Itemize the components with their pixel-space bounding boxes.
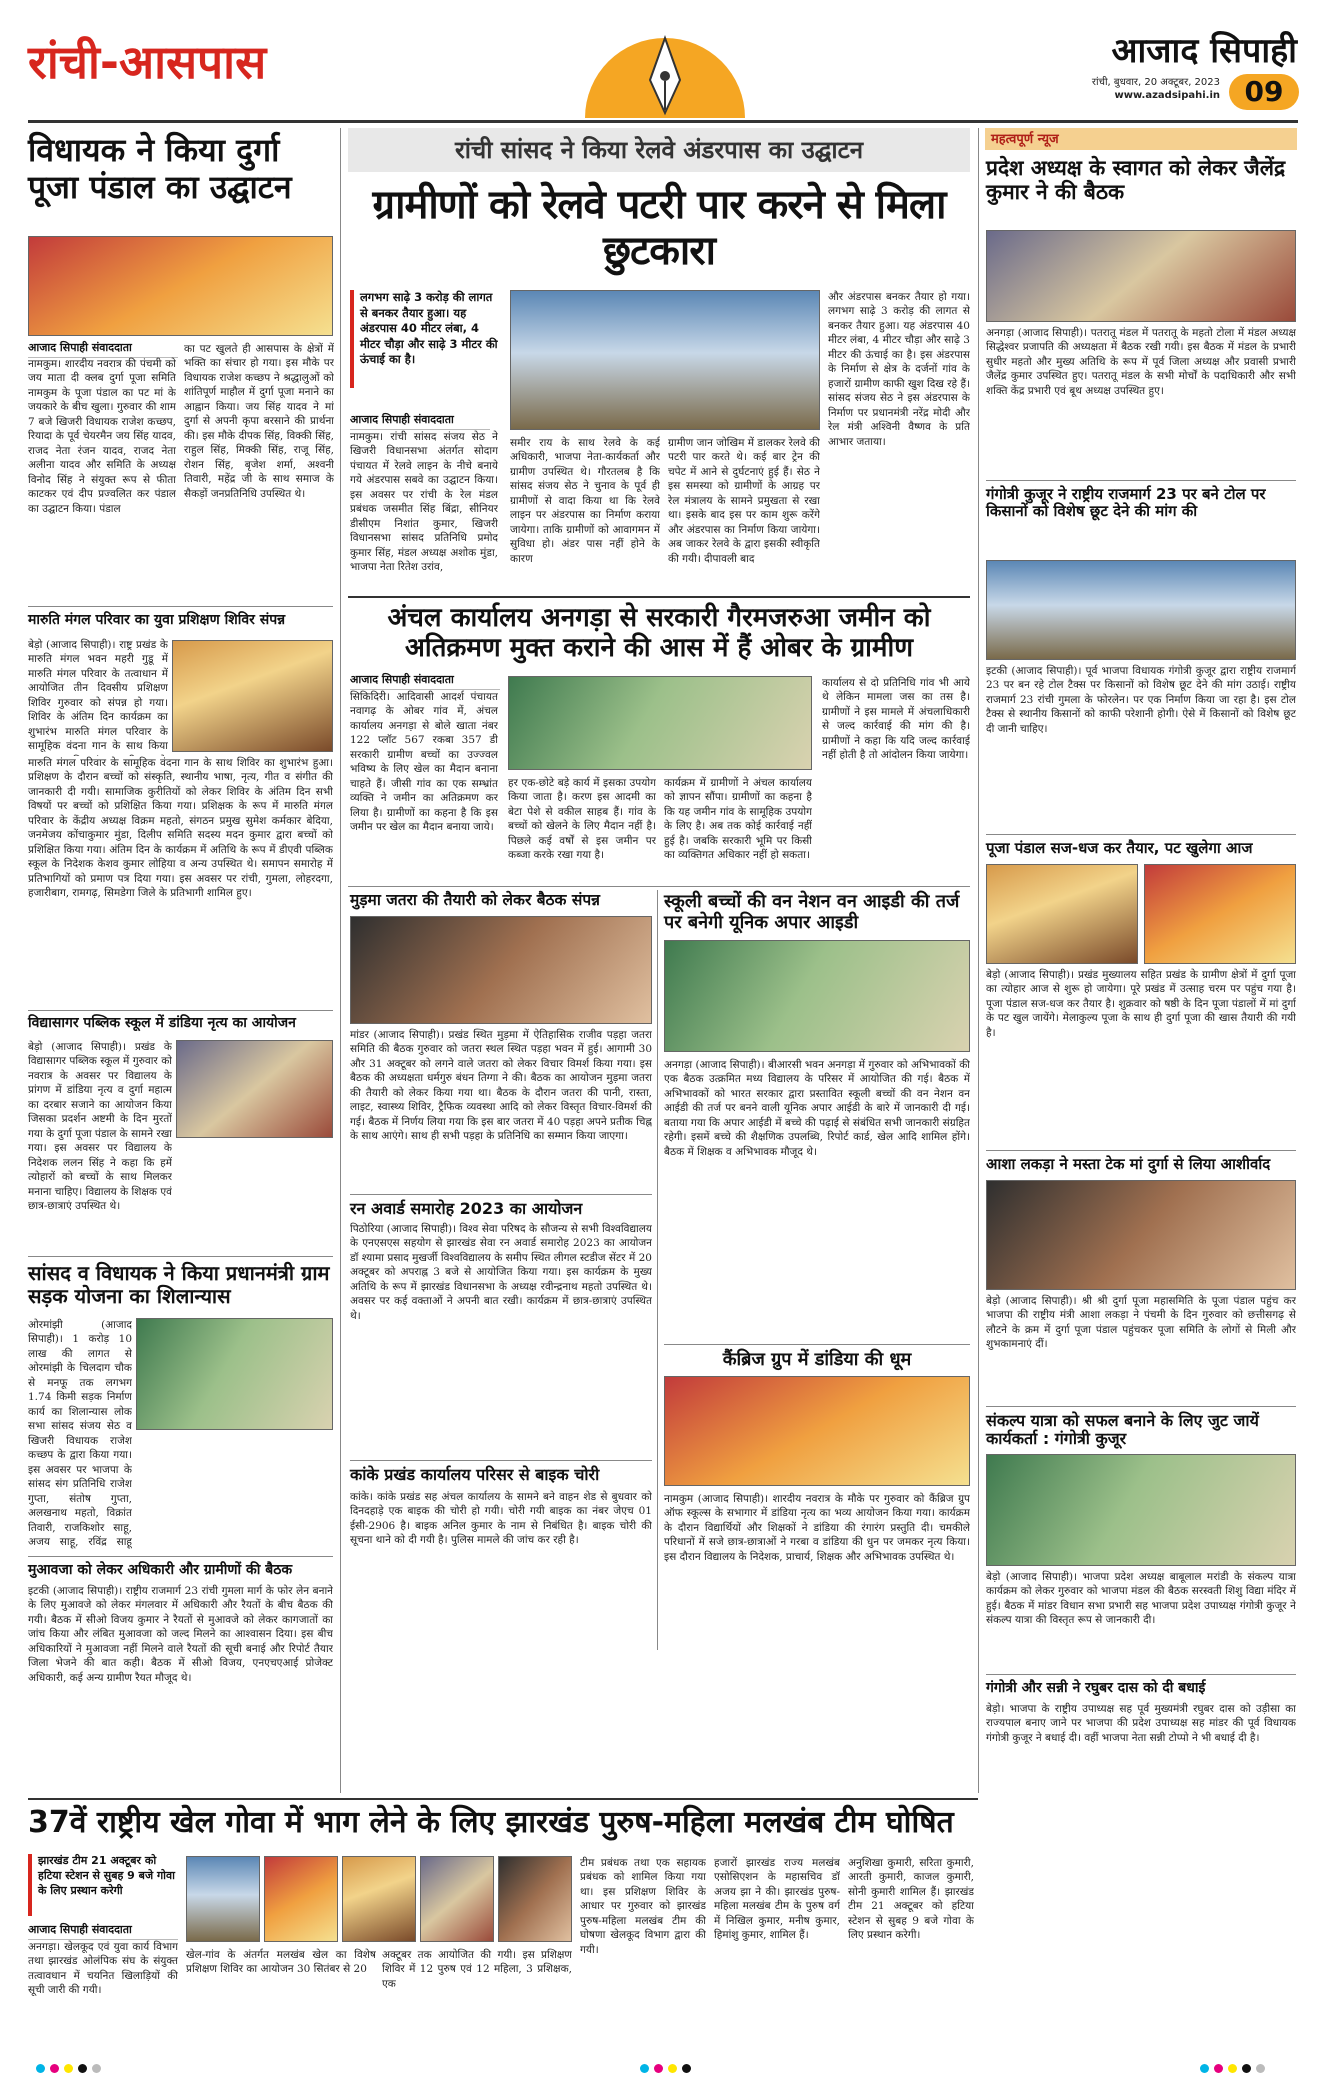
player-photo — [498, 1856, 572, 1942]
masthead — [0, 0, 1325, 122]
story-body: कांके। कांके प्रखंड सह अंचल कार्यालय के सामने बने वाहन शेड से बुधवार को दिनदहाड़े एक बाइक की चोरी हो गयी। चोरी गयी बाइक का नंबर जेएच 01 ईसी-2906 है। बाइक अनिल कुमार के नाम से निबंधित है। बाइक चोरी की सूचना थाने को दी गयी है। पुलिस मामले की जांच कर रही है। — [350, 1491, 652, 1547]
sidebar-body: बेड़ो (आजाद सिपाही)। भाजपा प्रदेश अध्यक्ष बाबूलाल मरांडी के संकल्प यात्रा कार्यक्रम को लेकर गुरुवार को भाजपा मंडल की बैठक सरस्वती शिशु विद्या मंदिर में हुई। बैठक में मांडर विधान सभा प्रभारी सह भाजपा प्रदेश उपाध्यक्ष गंगोत्री कुजूर ने संकल्प यात्रा की विस्तृत रूप से जानकारी दी। — [986, 1571, 1296, 1627]
story-headline: कांके प्रखंड कार्यालय परिसर से बाइक चोरी — [350, 1465, 600, 1484]
story-headline: मारुति मंगल परिवार का युवा प्रशिक्षण शिविर संपन्न — [28, 612, 286, 628]
lead-photo — [510, 290, 820, 430]
pen-nib-logo-icon — [580, 18, 750, 118]
player-photo — [342, 1856, 416, 1942]
divider — [986, 834, 1296, 835]
website: www.azadsipahi.in — [1114, 90, 1220, 101]
story-body: बेड़ो (आजाद सिपाही)। राष्ट्र प्रखंड के मारुति मंगल भवन महरी गुडू में मारुति मंगल परिवार के तत्वाधान में आयोजित तीन दिवसीय प्रशिक्षण शिविर गुरुवार को संपन्न हो गया। शिविर के अंतिम दिन कार्यक्रम का शुभारंभ मारुति मंगल परिवार के सामूहिक वंदना गान के साथ किया — [28, 639, 168, 753]
divider — [986, 480, 1296, 481]
sidebar-headline: संकल्प यात्रा को सफल बनाने के लिए जुट जायें कार्यकर्ता : गंगोत्री कुजूर — [986, 1411, 1259, 1449]
sidebar-body: इटकी (आजाद सिपाही)। पूर्व भाजपा विधायक गंगोत्री कुजूर द्वारा राष्ट्रीय राजमार्ग 23 पर बन रहे टोल टैक्स पर किसानों को विशेष छूट देने की मांग उठाई। राष्ट्रीय राजमार्ग 23 रांची गुमला के फोरलेन। पर एक निर्माण किया जा रहा है। इस टोल टैक्स से स्थानीय किसानों को काफी परेशानी होगी। ऐसे में किसानों को विशेष छूट दी जानी चाहिए। — [986, 665, 1296, 735]
bottom-body: टीम प्रबंधक तथा एक सहायक प्रबंधक को शामिल किया गया था। इस प्रशिक्षण शिविर के आधार पर गुरुवार को झारखंड पुरुष-महिला मलखंब टीम की घोषणा खेलकूद विभाग द्वारा की गयी। — [580, 1857, 706, 1956]
divider — [986, 1150, 1296, 1151]
divider — [28, 1010, 333, 1011]
story-body: बेड़ो (आजाद सिपाही)। प्रखंड के विद्यासागर पब्लिक स्कूल में गुरुवार को नवरात्र के अवसर पर विद्यालय के प्रांगण में डांडिया नृत्य व दुर्गा महात्म का दरबार सजाने का आयोजन किया जिसका प्रदर्शन अष्टमी के दिन मुरतों गया के दुर्गा पूजा पंडाल के सामने रखा गया। इस अवसर पर विद्यालय के निदेशक ललन सिंह ने कहा कि हमें त्योहारों को बच्चों के साथ मिलकर मनाना चाहिए। विद्यालय के शिक्षक एवं छात्र-छात्राएं उपस्थित थे। — [28, 1041, 172, 1213]
story-headline: कैंब्रिज ग्रुप में डांडिया की धूम — [722, 1349, 912, 1370]
pullquote-box — [350, 290, 500, 388]
bottom-body: अनुशिखा कुमारी, सरिता कुमारी, आरती कुमारी, काजल कुमारी, सोनी कुमारी शामिल हैं। झारखंड टीम 21 अक्टूबर को हटिया स्टेशन से सुबह 9 बजे गोवा के लिए प्रस्थान करेगी। — [848, 1857, 974, 1942]
divider — [28, 1556, 333, 1557]
divider — [350, 1194, 652, 1195]
bottom-pullquote-box — [28, 1854, 178, 1916]
sidebar-headline: आशा लकड़ा ने मस्ता टेक मां दुर्गा से लिया आशीर्वाद — [986, 1155, 1271, 1173]
byline: आजाद सिपाही संवाददाता — [28, 340, 178, 358]
story-photo — [176, 1040, 333, 1138]
masthead-rule — [28, 120, 1298, 123]
divider — [986, 1406, 1296, 1407]
byline: आजाद सिपाही संवाददाता — [350, 672, 500, 690]
sidebar-photo — [986, 230, 1296, 322]
color-registration-dots — [36, 2058, 106, 2077]
sidebar-headline: पूजा पंडाल सज-धज कर तैयार, पट खुलेगा आज — [986, 839, 1253, 857]
sidebar-photo — [986, 560, 1296, 660]
lead-body: समीर राय के साथ रेलवे के कई अधिकारी, भाजपा नेता-कार्यकर्ता और ग्रामीण उपस्थित थे। गौरतलब है कि सांसद संजय सेठ ने चुनाव के पूर्व ही ग्रामीणों से वादा किया था कि रेलवे लाइन पर अंडरपास का निर्माण कराया जायेगा। ताकि ग्रामीणों को आवागमन में सुविधा हो। अंडर पास नहीं होने के कारण — [510, 437, 660, 565]
story-body: सिकिदिरी। आदिवासी आदर्श पंचायत नवागढ़ के ओबर गांव में, अंचल कार्यालय अनगड़ा से बोले खाता नंबर 122 प्लॉट 567 रकबा 357 डी सरकारी ग्रामीण बच्चों का उज्ज्वल भविष्य के लिए खेल का मैदान बनाना चाहते हैं। जीसी गांव का एक सम्भ्रांत व्यक्ति ने जमीन का अतिक्रमण कर लिया है। ग्रामीणों का कहना है कि इस जमीन पर खेल का मैदान बनाया जाये। — [350, 691, 498, 834]
story-photo — [136, 1318, 333, 1430]
byline: आजाद सिपाही संवाददाता — [28, 1922, 178, 1940]
lead-body: नामकुम। रांची सांसद संजय सेठ ने खिजरी विधानसभा अंतर्गत सोदाग पंचायत में रेलवे लाइन के नीचे बनाये गये अंडरपास सबवे का उद्घाटन किया। इस अवसर पर रांची के रेल मंडल प्रबंधक जसमीत सिंह बिंद्रा, सीनियर डीसीएम निशांत कुमार, खिजरी विधानसभा सांसद प्रतिनिधि प्रमोद कुमार सिंह, मंडल अध्यक्ष अशोक मुंडा, भाजपा नेता रितेश उरांव, — [350, 431, 498, 574]
sidebar-body: अनगड़ा (आजाद सिपाही)। पतरातू मंडल में पतरातू के महतो टोला में मंडल अध्यक्ष सिद्धेश्वर प्रजापति की अध्यक्षता में बैठक रखी गयी। इस बैठक में मंडल के प्रभारी सुधीर महतो और मुख्य अतिथि के रूप में पूर्व जिला अध्यक्ष और प्रवासी प्रभारी जैलेंद्र कुमार उपस्थित हुए। पतरातू मंडल के सभी मोर्चों के पदाधिकारी और सभी शक्ति केंद्र प्रभारी एवं बूथ अध्यक्ष उपस्थित हुए। — [986, 327, 1296, 397]
color-registration-dots — [1200, 2058, 1270, 2077]
story-photo — [664, 1376, 970, 1486]
story-headline: स्कूली बच्चों की वन नेशन वन आइडी की तर्ज पर बनेगी यूनिक अपार आइडी — [664, 891, 960, 933]
divider — [350, 1460, 652, 1461]
divider — [28, 1256, 333, 1257]
story-photo — [664, 940, 970, 1052]
divider — [664, 1344, 970, 1345]
sidebar-body: बेड़ो। भाजपा के राष्ट्रीय उपाध्यक्ष सह पूर्व मुख्यमंत्री रघुबर दास को उड़ीसा का राज्यपाल बनाए जाने पर भाजपा की प्रदेश उपाध्यक्ष सह मांडर की पूर्व विधायक गंगोत्री कुजूर ने बधाई दी। वहीं भाजपा नेता सन्नी टोप्पो ने भी बधाई दी है। — [986, 1703, 1296, 1744]
bottom-body: हजारों झारखंड राज्य मलखंब एसोसिएशन के महासचिव डॉ अजय झा ने की। झारखंड पुरुष-महिला मलखंब टीम के पुरुष वर्ग में निखिल कुमार, मनीष कुमार, हिमांशु कुमार, शामिल हैं। — [714, 1857, 840, 1942]
sidebar-headline: प्रदेश अध्यक्ष के स्वागत को लेकर जैलेंद्र कुमार ने की बैठक — [986, 156, 1286, 205]
player-photo — [264, 1856, 338, 1942]
page-number: 09 — [1229, 74, 1299, 110]
story-body-cont: मारुति मंगल परिवार के सामूहिक वंदना गान के साथ शिविर का शुभारंभ हुआ। प्रशिक्षण के दौरान बच्चों को संस्कृति, स्थानीय भाषा, नृत्य, गीत व संगीत की जानकारी दी गयी। सामाजिक कुरीतियों को लेकर शिविर के अंतिम दिन सभी विषयों पर बच्चों को प्रशिक्षित किया गया। प्रशिक्षक के रूप में मारुति मंगल परिवार के केंद्रीय अध्यक्ष विक्रम महतो, संगठन प्रमुख सुमेश कर्मकार बेदिया, जनमेजय कोंचाकुमार मुंडा, दिलीप समिति सदस्य मदन कुमार द्वारा बच्चों को प्रशिक्षित किया गया। अंतिम दिन के कार्यक्रम में अतिथि के रूप में डीएवी पब्लिक स्कूल के निदेशक केशव कुमार लोहिया व अन्य उपस्थित थे। समापन समारोह में प्रतिभागियों को प्रमाण पत्र दिया गया। इस अवसर पर रांची, गुमला, लोहरदगा, हजारीबाग, रामगढ़, सिमडेगा जिले के प्रतिभागी शामिल हुए। — [28, 757, 333, 900]
dateline: रांची, बुधवार, 20 अक्टूबर, 2023 — [1091, 77, 1220, 88]
story-body: नामकुम (आजाद सिपाही)। शारदीय नवरात्र के मौके पर गुरुवार को कैंब्रिज ग्रुप ऑफ स्कूल्स के सभागार में डांडिया नृत्य का भव्य आयोजन किया गया। कार्यक्रम के दौरान विद्यार्थियों और शिक्षकों ने डांडिया की रंगारंग प्रस्तुति दी। चमकीले परिधानों में सजे छात्र-छात्राओं ने गरबा व डांडिया की धुन पर जमकर नृत्य किया। इस दौरान विद्यालय के निदेशक, प्राचार्य, शिक्षक और अभिभावक उपस्थित थे। — [664, 1493, 970, 1563]
bottom-headline: 37वें राष्ट्रीय खेल गोवा में भाग लेने के लिए झारखंड पुरुष-महिला मलखंब टीम घोषित — [28, 1805, 954, 1840]
sidebar-body: बेड़ो (आजाद सिपाही)। प्रखंड मुख्यालय सहित प्रखंड के ग्रामीण क्षेत्रों में दुर्गा पूजा का त्योहार आज से शुरू हो जायेगा। पूरे प्रखंड में उत्साह चरम पर पहुंच गया है। पूजा पंडाल सज-धज कर तैयार है। शुक्रवार को षष्ठी के दिन पूजा पंडालों में मां दुर्गा के पट खुल जायेंगे। मेलाकुल्य पूजा के साथ ही दुर्गा पूजा की खास तैयारी की गयी है। — [986, 969, 1296, 1039]
sidebar-photo — [986, 1180, 1296, 1290]
story-body: इटकी (आजाद सिपाही)। राष्ट्रीय राजमार्ग 23 रांची गुमला मार्ग के फोर लेन बनाने के लिए मुआवजे को लेकर मंगलवार में अधिकारी और रैयतों के बीच बैठक की गयी। बैठक में सीओ विजय कुमार ने रैयतों से मुआवजे को लेकर कागजातों का जांच किया और लंबित मुआवजा को जल्द मिलने का आश्वासन दिया। इस बीच अधिकारियों ने मुआवजा नहीं मिलने वाले रैयतों की सूची बनाई और रिपोर्ट तैयार जिला भेजने की बात कही। बैठक में सीओ विजय, एनएचएआई प्रोजेक्ट अधिकारी, कई अन्य ग्रामीण रैयत मौजूद थे। — [28, 1585, 333, 1684]
divider — [348, 596, 970, 598]
story-body: अनगड़ा (आजाद सिपाही)। बीआरसी भवन अनगड़ा में गुरुवार को अभिभावकों की एक बैठक उत्क्रमित मध्य विद्यालय के परिसर में आयोजित की गई। बैठक में अभिभावकों को भारत सरकार द्वारा प्रस्तावित स्कूली बच्चों की वन नेशन वन आईडी की तर्ज पर बनने वाली यूनिक अपार आईडी के बारे में जानकारी दी गई। बताया गया कि अपार आईडी में बच्चे की पढ़ाई से संबंधित सभी जानकारी संग्रहित रहेगी। इसमें बच्चे की शैक्षणिक उपलब्धि, रिपोर्ट कार्ड, खेल आदि शामिल होंगे। बैठक में शिक्षक व अभिभावक मौजूद थे। — [664, 1059, 970, 1158]
lead-body: और अंडरपास बनकर तैयार हो गया। लगभग साढ़े 3 करोड़ की लागत से बनकर तैयार हुआ। यह अंडरपास 40 मीटर लंबा, 4 मीटर चौड़ा और साढ़े 3 मीटर की ऊंचाई का है। इस अंडरपास के निर्माण से क्षेत्र के दर्जनों गांव के हजारों ग्रामीण काफी खुश दिख रहे हैं। सांसद संजय सेठ ने इस अंडरपास के निर्माण पर प्रधानमंत्री नरेंद्र मोदी और रेल मंत्री अश्विनी वैष्णव के प्रति आभार जताया। — [828, 291, 970, 448]
story-body: कार्यक्रम में ग्रामीणों ने अंचल कार्यालय को ज्ञापन सौंपा। ग्रामीणों का कहना है कि यह जमीन गांव के सामूहिक उपयोग के लिए है। अब तक कोई कार्रवाई नहीं हुई है। जबकि सरकारी भूमि पर किसी का व्यक्तिगत अधिकार नहीं हो सकता। — [664, 777, 812, 862]
sidebar-headline: गंगोत्री कुजूर ने राष्ट्रीय राजमार्ग 23 पर बने टोल पर किसानों को विशेष छूट देने की मांग की — [986, 485, 1266, 521]
bottom-body: अनगड़ा। खेलकूद एवं युवा कार्य विभाग तथा झारखंड ओलंपिक संघ के संयुक्त तत्वावधान में चयनित खिलाड़ियों की सूची जारी की गयी। — [28, 1941, 178, 1997]
divider — [978, 128, 979, 1793]
story-headline: मुड़मा जतरा की तैयारी को लेकर बैठक संपन्न — [350, 891, 600, 909]
divider — [986, 1674, 1296, 1675]
story-headline: सांसद व विधायक ने किया प्रधानमंत्री ग्राम सड़क योजना का शिलान्यास — [28, 1261, 330, 1308]
player-photo — [186, 1856, 260, 1942]
lead-kicker: रांची सांसद ने किया रेलवे अंडरपास का उद्घाटन — [454, 136, 864, 164]
paper-name: आजाद सिपाही — [1111, 31, 1297, 71]
lead-headline: ग्रामीणों को रेलवे पटरी पार करने से मिला छुटकारा — [372, 182, 946, 274]
player-photo — [420, 1856, 494, 1942]
color-registration-dots — [640, 2058, 696, 2077]
section-title: रांची-आसपास — [28, 35, 267, 89]
story-body: मांडर (आजाद सिपाही)। प्रखंड स्थित मुड़मा में ऐतिहासिक राजीव पड़हा जतरा समिति की बैठक गुरुवार को जतरा स्थल स्थित पड़हा भवन में हुई। आगामी 30 और 31 अक्टूबर को लगने वाले जतरा को लेकर विचार विमर्श किया गया। इस बैठक की अध्यक्षता धर्मगुरु बंधन तिग्गा ने की। बैठक का आयोजन मुड़मा जतरा की तैयारी को लेकर किया गया था। बैठक के दौरान जतरा की पानी, रास्ता, लाइट, स्वास्थ्य शिविर, ट्रैफिक व्यवस्था आदि को लेकर विस्तृत विचार-विमर्श की गई। बैठक में निर्णय लिया गया कि इस बार जतरा में 40 पड़हा अपने प्रतीक चिह्न के साथ आएंगे। साथ ही सभी पड़हा के प्रतिनिधि का सम्मान किया जाएगा। — [350, 1029, 652, 1143]
bottom-pullquote: झारखंड टीम 21 अक्टूबर को हटिया स्टेशन से सुबह 9 बजे गोवा के लिए प्रस्थान करेगी — [38, 1854, 175, 1897]
story-headline: रन अवार्ड समारोह 2023 का आयोजन — [350, 1199, 583, 1218]
story-body: ओरमांझी (आजाद सिपाही)। 1 करोड़ 10 लाख की लागत से ओरमांझी के चिलदाग चौक से मनफू तक लगभग 1.74 किमी सड़क निर्माण कार्य का शिलान्यास लोक सभा सांसद संजय सेठ व खिजरी विधायक राजेश कच्छप के द्वारा किया गया। इस अवसर पर भाजपा के सांसद संग प्रतिनिधि राजेश गुप्ता, संतोष गुप्ता, अलखनाथ महतो, विक्रांत तिवारी, राजकिशोर साहू, अजय साहू, रविंद्र साहू — [28, 1319, 132, 1549]
story-photo — [350, 916, 652, 1024]
story-body: का पट खुलते ही आसपास के क्षेत्रों में भक्ति का संचार हो गया। इस मौके पर विधायक राजेश कच्छप ने श्रद्धालुओं को शांतिपूर्ण माहौल में दुर्गा पूजा मनाने का आह्वान किया। जय सिंह यादव ने मां दुर्गा से अपनी कृपा बरसाने की प्रार्थना की। इस मौके दीपक सिंह, विक्की सिंह, राहुल सिंह, मिक्की सिंह, राजू सिंह, रोशन सिंह, बृजेश शर्मा, अश्वनी तिवारी, महेंद्र जी के साथ समाज के सैकड़ों जनप्रतिनिधि उपस्थित थे। — [184, 343, 334, 500]
divider — [657, 890, 658, 1650]
divider — [28, 1798, 978, 1800]
sidebar-label-bar — [985, 128, 1297, 150]
divider — [348, 886, 970, 887]
pullquote: लगभग साढ़े 3 करोड़ की लागत से बनकर तैयार हुआ। यह अंडरपास 40 मीटर लंबा, 4 मीटर चौड़ा और साढ़े 3 मीटर की ऊंचाई का है। — [360, 290, 498, 367]
divider — [340, 128, 341, 1793]
sidebar-photo — [986, 864, 1138, 964]
story-headline: मुआवजा को लेकर अधिकारी और ग्रामीणों की बैठक — [28, 1562, 293, 1578]
story-body: नामकुम। शारदीय नवरात्र की पंचमी को जय माता दी क्लब दुर्गा पूजा समिति नामकुम के पूजा पंडाल का पट मां के जयकारे के बीच खुला। गुरुवार की शाम 7 बजे खिजरी विधायक राजेश कच्छप, रियादा के पूर्व चेयरमैन जय सिंह यादव, राजद नेता रंजन यादव, राजद नेता अलीना यादव और समिति के अध्यक्ष विनोद सिंह ने संयुक्त रूप से फीता काटकर एवं दीप प्रज्वलित कर पंडाल का उद्घाटन किया। पंडाल — [28, 358, 176, 515]
sidebar-headline: गंगोत्री और सन्नी ने रघुबर दास को दी बधाई — [986, 1680, 1206, 1696]
story-photo — [508, 676, 812, 770]
byline: आजाद सिपाही संवाददाता — [350, 412, 490, 430]
story-headline: विधायक ने किया दुर्गा पूजा पंडाल का उद्घाटन — [28, 131, 292, 206]
story-body: हर एक-छोटे बड़े कार्य में इसका उपयोग किया जाता है। करण इस आदमी का बेटा पेशे से वकील साहब हैं। गांव के बच्चों को खेलने के लिए मैदान नहीं है। पिछले कई वर्षों से इस जमीन पर कब्जा करके रखा गया है। — [508, 777, 656, 862]
story-body: पिठोरिया (आजाद सिपाही)। विश्व सेवा परिषद के सौजन्य से सभी विश्वविद्यालय के एनएसएस सहयोग से झारखंड सेवा रन अवार्ड समारोह 2023 का आयोजन डॉ श्यामा प्रसाद मुखर्जी विश्वविद्यालय के समीप स्थित लीगल स्टडीज सेंटर में 20 अक्टूबर को अपराह्न 3 बजे से आयोजित किया गया। इस कार्यक्रम के मुख्य अतिथि के रूप में झारखंड विधानसभा के अध्यक्ष रवीन्द्रनाथ महतो उपस्थित थे। अवसर पर कई वक्ताओं ने अपनी बात रखी। कार्यक्रम में छात्र-छात्राएं उपस्थित थे। — [350, 1223, 652, 1322]
story-headline: विद्यासागर पब्लिक स्कूल में डांडिया नृत्य का आयोजन — [28, 1015, 296, 1031]
sidebar-label: महत्वपूर्ण न्यूज — [991, 132, 1059, 147]
sidebar-body: बेड़ो (आजाद सिपाही)। श्री श्री दुर्गा पूजा महासमिति के पूजा पंडाल पहुंच कर भाजपा की राष्ट्रीय मंत्री आशा लकड़ा ने पंचमी के दिन गुरुवार को छत्तीसगढ़ से लौटने के क्रम में दुर्गा पूजा पंडाल पहुंचकर पूजा समिति के लोगों से मिली और शुभकामनाएं दीं। — [986, 1295, 1296, 1351]
story-photo — [172, 640, 333, 752]
photo-caption: खेल-गांव के अंतर्गत मलखंब खेल का विशेष प्रशिक्षण शिविर का आयोजन 30 सितंबर से 20 — [186, 1949, 376, 1976]
sidebar-photo — [1144, 864, 1296, 964]
divider — [28, 606, 333, 607]
sidebar-photo — [986, 1454, 1296, 1566]
story-headline: अंचल कार्यालय अनगड़ा से सरकारी गैरमजरुआ जमीन को अतिक्रमण मुक्त कराने की आस में हैं ओबर के ग्रामीण — [387, 603, 931, 663]
photo-caption: अक्टूबर तक आयोजित की गयी। इस प्रशिक्षण शिविर में 12 पुरुष एवं 12 महिला, 3 प्रशिक्षक, एक — [382, 1949, 572, 1990]
lead-body: ग्रामीण जान जोखिम में डालकर रेलवे की पटरी पार करते थे। कई बार ट्रेन की चपेट में आने से दुर्घटनाएं हुई हैं। सेठ ने इस समस्या को ग्रामीणों के आग्रह पर रेल मंत्रालय के सामने प्रमुखता से रखा था। इसके बाद इस पर काम शुरू करेंगे और अंडरपास का निर्माण किया जायेगा। अब जाकर रेलवे के द्वारा इसकी स्वीकृति की गयी। दीपावली बाद — [668, 437, 820, 565]
story-body: कार्यालय से दो प्रतिनिधि गांव भी आये थे लेकिन मामला जस का तस है। ग्रामीणों ने इस मामले में अंचलाधिकारी से जल्द कार्रवाई की मांग की है। ग्रामीणों ने कहा कि यदि जल्द कार्रवाई नहीं होती है तो आंदोलन किया जायेगा। — [822, 677, 970, 762]
story-photo — [28, 236, 333, 336]
